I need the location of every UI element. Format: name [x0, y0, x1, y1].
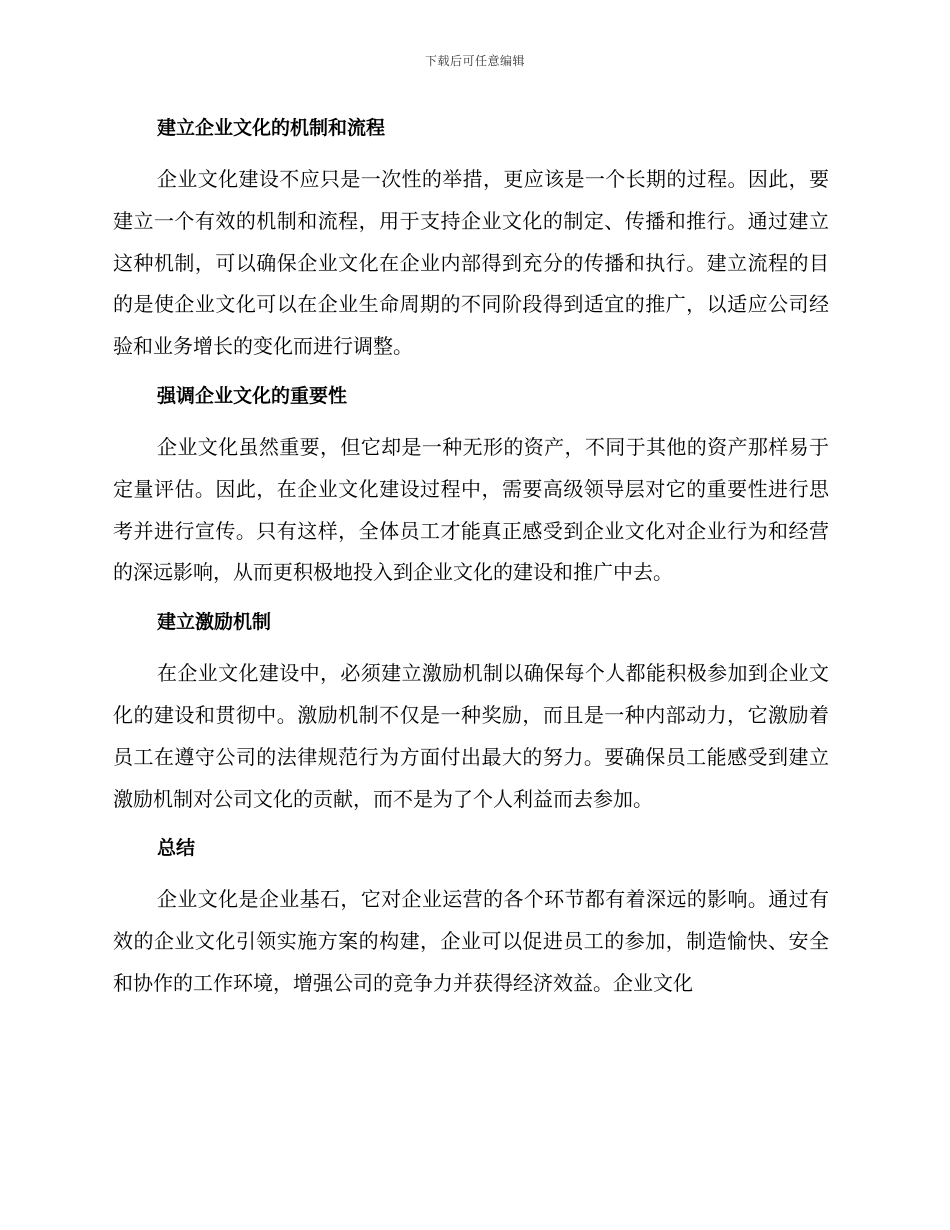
- section-body-importance: 企业文化虽然重要，但它却是一种无形的资产，不同于其他的资产那样易于定量评估。因此，在企业文化建设过程中，需要高级领导层对它的重要性进行思考并进行宣传。只有这样，全体员工才能真正感受到企业文化对企业行为和经营的深远影响，从而更积极地投入到企业文化的建设和推广中去。: [113, 434, 829, 585]
- section-body-mechanism: 企业文化建设不应只是一次性的举措，更应该是一个长期的过程。因此，要建立一个有效的机制和流程，用于支持企业文化的制定、传播和推行。通过建立这种机制，可以确保企业文化在企业内部得到充分的传播和执行。建立流程的目的是使企业文化可以在企业生命周期的不同阶段得到适宜的推广，以适应公司经验和业务增长的变化而进行调整。: [113, 167, 829, 359]
- section-body-summary: 企业文化是企业基石，它对企业运营的各个环节都有着深远的影响。通过有效的企业文化引领实施方案的构建，企业可以促进员工的参加，制造愉快、安全和协作的工作环境，增强公司的竞争力并获得经济效益。企业文化: [113, 887, 829, 995]
- section-body-incentive: 在企业文化建设中，必须建立激励机制以确保每个人都能积极参加到企业文化的建设和贯彻中。激励机制不仅是一种奖励，而且是一种内部动力，它激励着员工在遵守公司的法律规范行为方面付出最大的努力。要确保员工能感受到建立激励机制对公司文化的贡献，而不是为了个人利益而去参加。: [113, 661, 829, 811]
- section-title-incentive: 建立激励机制: [157, 611, 272, 634]
- section-title-importance: 强调企业文化的重要性: [157, 384, 348, 407]
- document-content: [113, 106, 829, 1011]
- section-title-summary: 总结: [157, 837, 196, 860]
- header-note: 下载后可任意编辑: [424, 54, 525, 68]
- section-title-mechanism: 建立企业文化的机制和流程: [157, 117, 386, 139]
